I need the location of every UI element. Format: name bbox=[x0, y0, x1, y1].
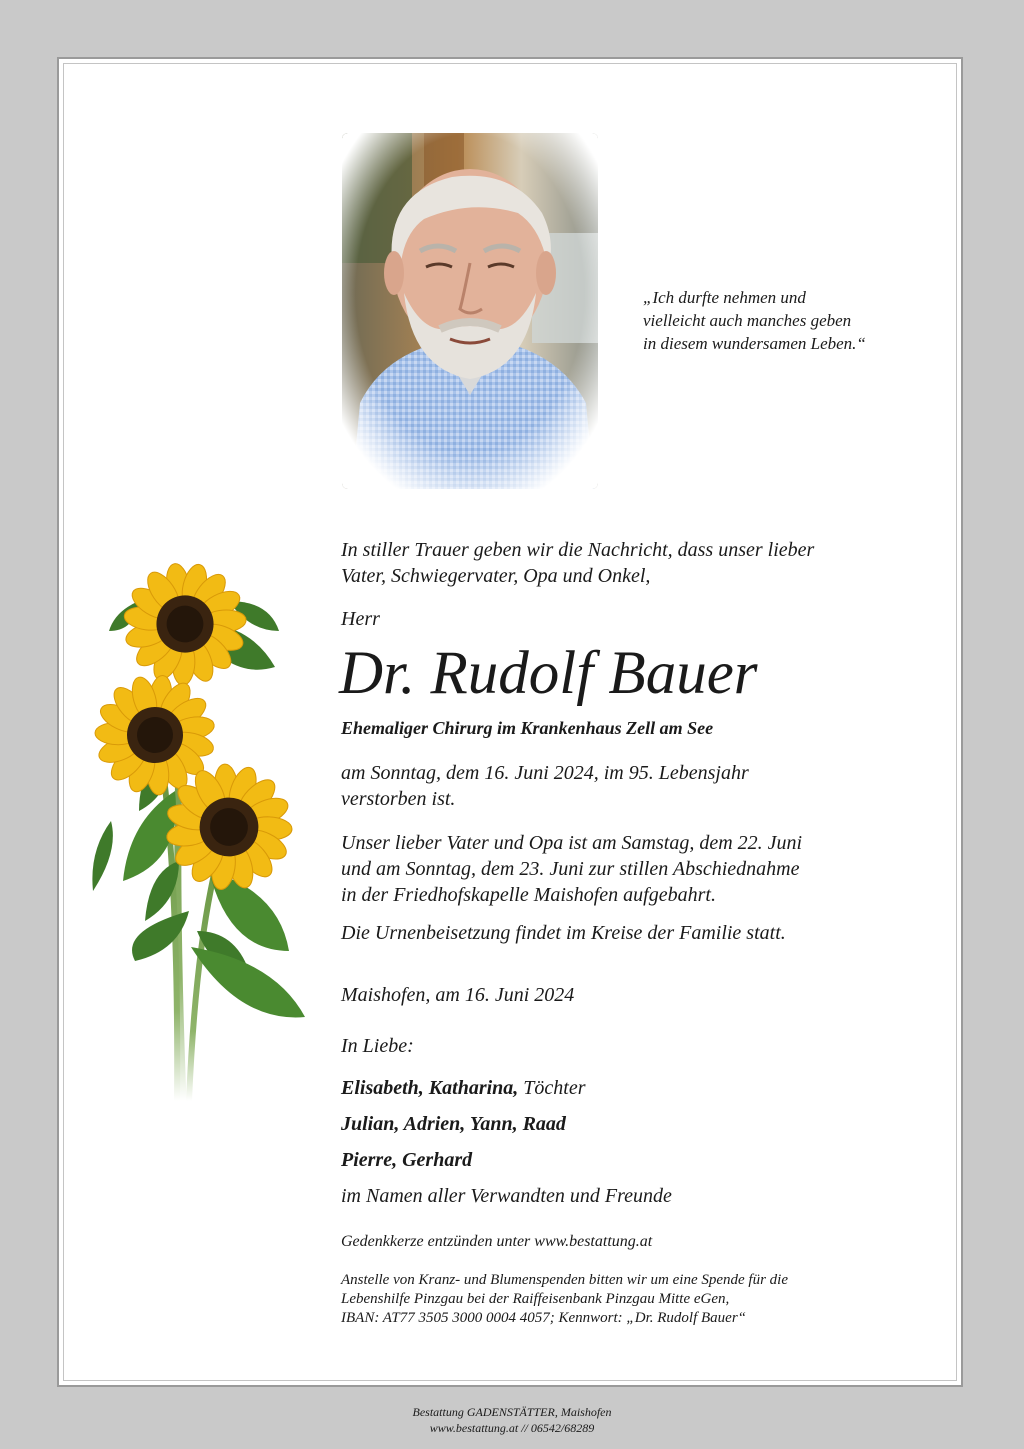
funeral-home-footer bbox=[0, 1404, 1024, 1436]
candle-note: Gedenkkerze entzünden unter www.bestattung.at bbox=[341, 1233, 653, 1250]
memorial-quote bbox=[643, 286, 913, 355]
salutation: Herr bbox=[341, 608, 380, 630]
quote-line: vielleicht auch manches geben bbox=[643, 311, 852, 330]
family-others: Pierre, Gerhard bbox=[341, 1149, 473, 1171]
family-grandchildren: Julian, Adrien, Yann, Raad bbox=[341, 1113, 566, 1135]
wake-notice bbox=[341, 830, 802, 908]
intro-text bbox=[341, 537, 901, 589]
family-closing: im Namen aller Verwandten und Freunde bbox=[341, 1185, 672, 1207]
funeral-home-name: Bestattung GADENSTÄTTER, Maishofen bbox=[412, 1405, 612, 1419]
daughters-relation: Töchter bbox=[518, 1077, 586, 1099]
quote-line: „Ich durfte nehmen und bbox=[643, 288, 806, 307]
deceased-name: Dr. Rudolf Bauer bbox=[339, 640, 758, 707]
place-date: Maishofen, am 16. Juni 2024 bbox=[341, 984, 575, 1006]
death-notice bbox=[341, 760, 749, 812]
wake-line: in der Friedhofskapelle Maishofen aufgebahrt. bbox=[341, 884, 716, 906]
death-line: am Sonntag, dem 16. Juni 2024, im 95. Lebensjahr bbox=[341, 762, 749, 784]
portrait-photo bbox=[342, 133, 598, 489]
obituary-card bbox=[57, 57, 963, 1387]
family-daughters bbox=[341, 1077, 586, 1100]
donation-line: Anstelle von Kranz- und Blumenspenden bitten wir um eine Spende für die bbox=[341, 1272, 789, 1288]
daughters-names: Elisabeth, Katharina, bbox=[341, 1077, 519, 1099]
donation-line: IBAN: AT77 3505 3000 0004 4057; Kennwort: „Dr. Rudolf Bauer“ bbox=[341, 1310, 747, 1326]
wake-line: und am Sonntag, dem 23. Juni zur stillen Abschiednahme bbox=[341, 858, 800, 880]
wake-line: Unser lieber Vater und Opa ist am Samstag, dem 22. Juni bbox=[341, 832, 803, 854]
sunflower-bouquet bbox=[79, 491, 309, 1101]
death-line: verstorben ist. bbox=[341, 788, 456, 810]
urn-burial-notice: Die Urnenbeisetzung findet im Kreise der Familie statt. bbox=[341, 922, 786, 944]
deceased-role: Ehemaliger Chirurg im Krankenhaus Zell am See bbox=[341, 718, 714, 738]
quote-line: in diesem wundersamen Leben.“ bbox=[643, 334, 866, 353]
donation-line: Lebenshilfe Pinzgau bei der Raiffeisenbank Pinzgau Mitte eGen, bbox=[341, 1291, 730, 1307]
in-love-heading: In Liebe: bbox=[341, 1035, 414, 1057]
donation-note bbox=[341, 1271, 788, 1328]
funeral-home-contact: www.bestattung.at // 06542/68289 bbox=[429, 1421, 595, 1435]
intro-line: In stiller Trauer geben wir die Nachricht, dass unser lieber bbox=[341, 539, 815, 561]
intro-line: Vater, Schwiegervater, Opa und Onkel, bbox=[341, 565, 651, 587]
